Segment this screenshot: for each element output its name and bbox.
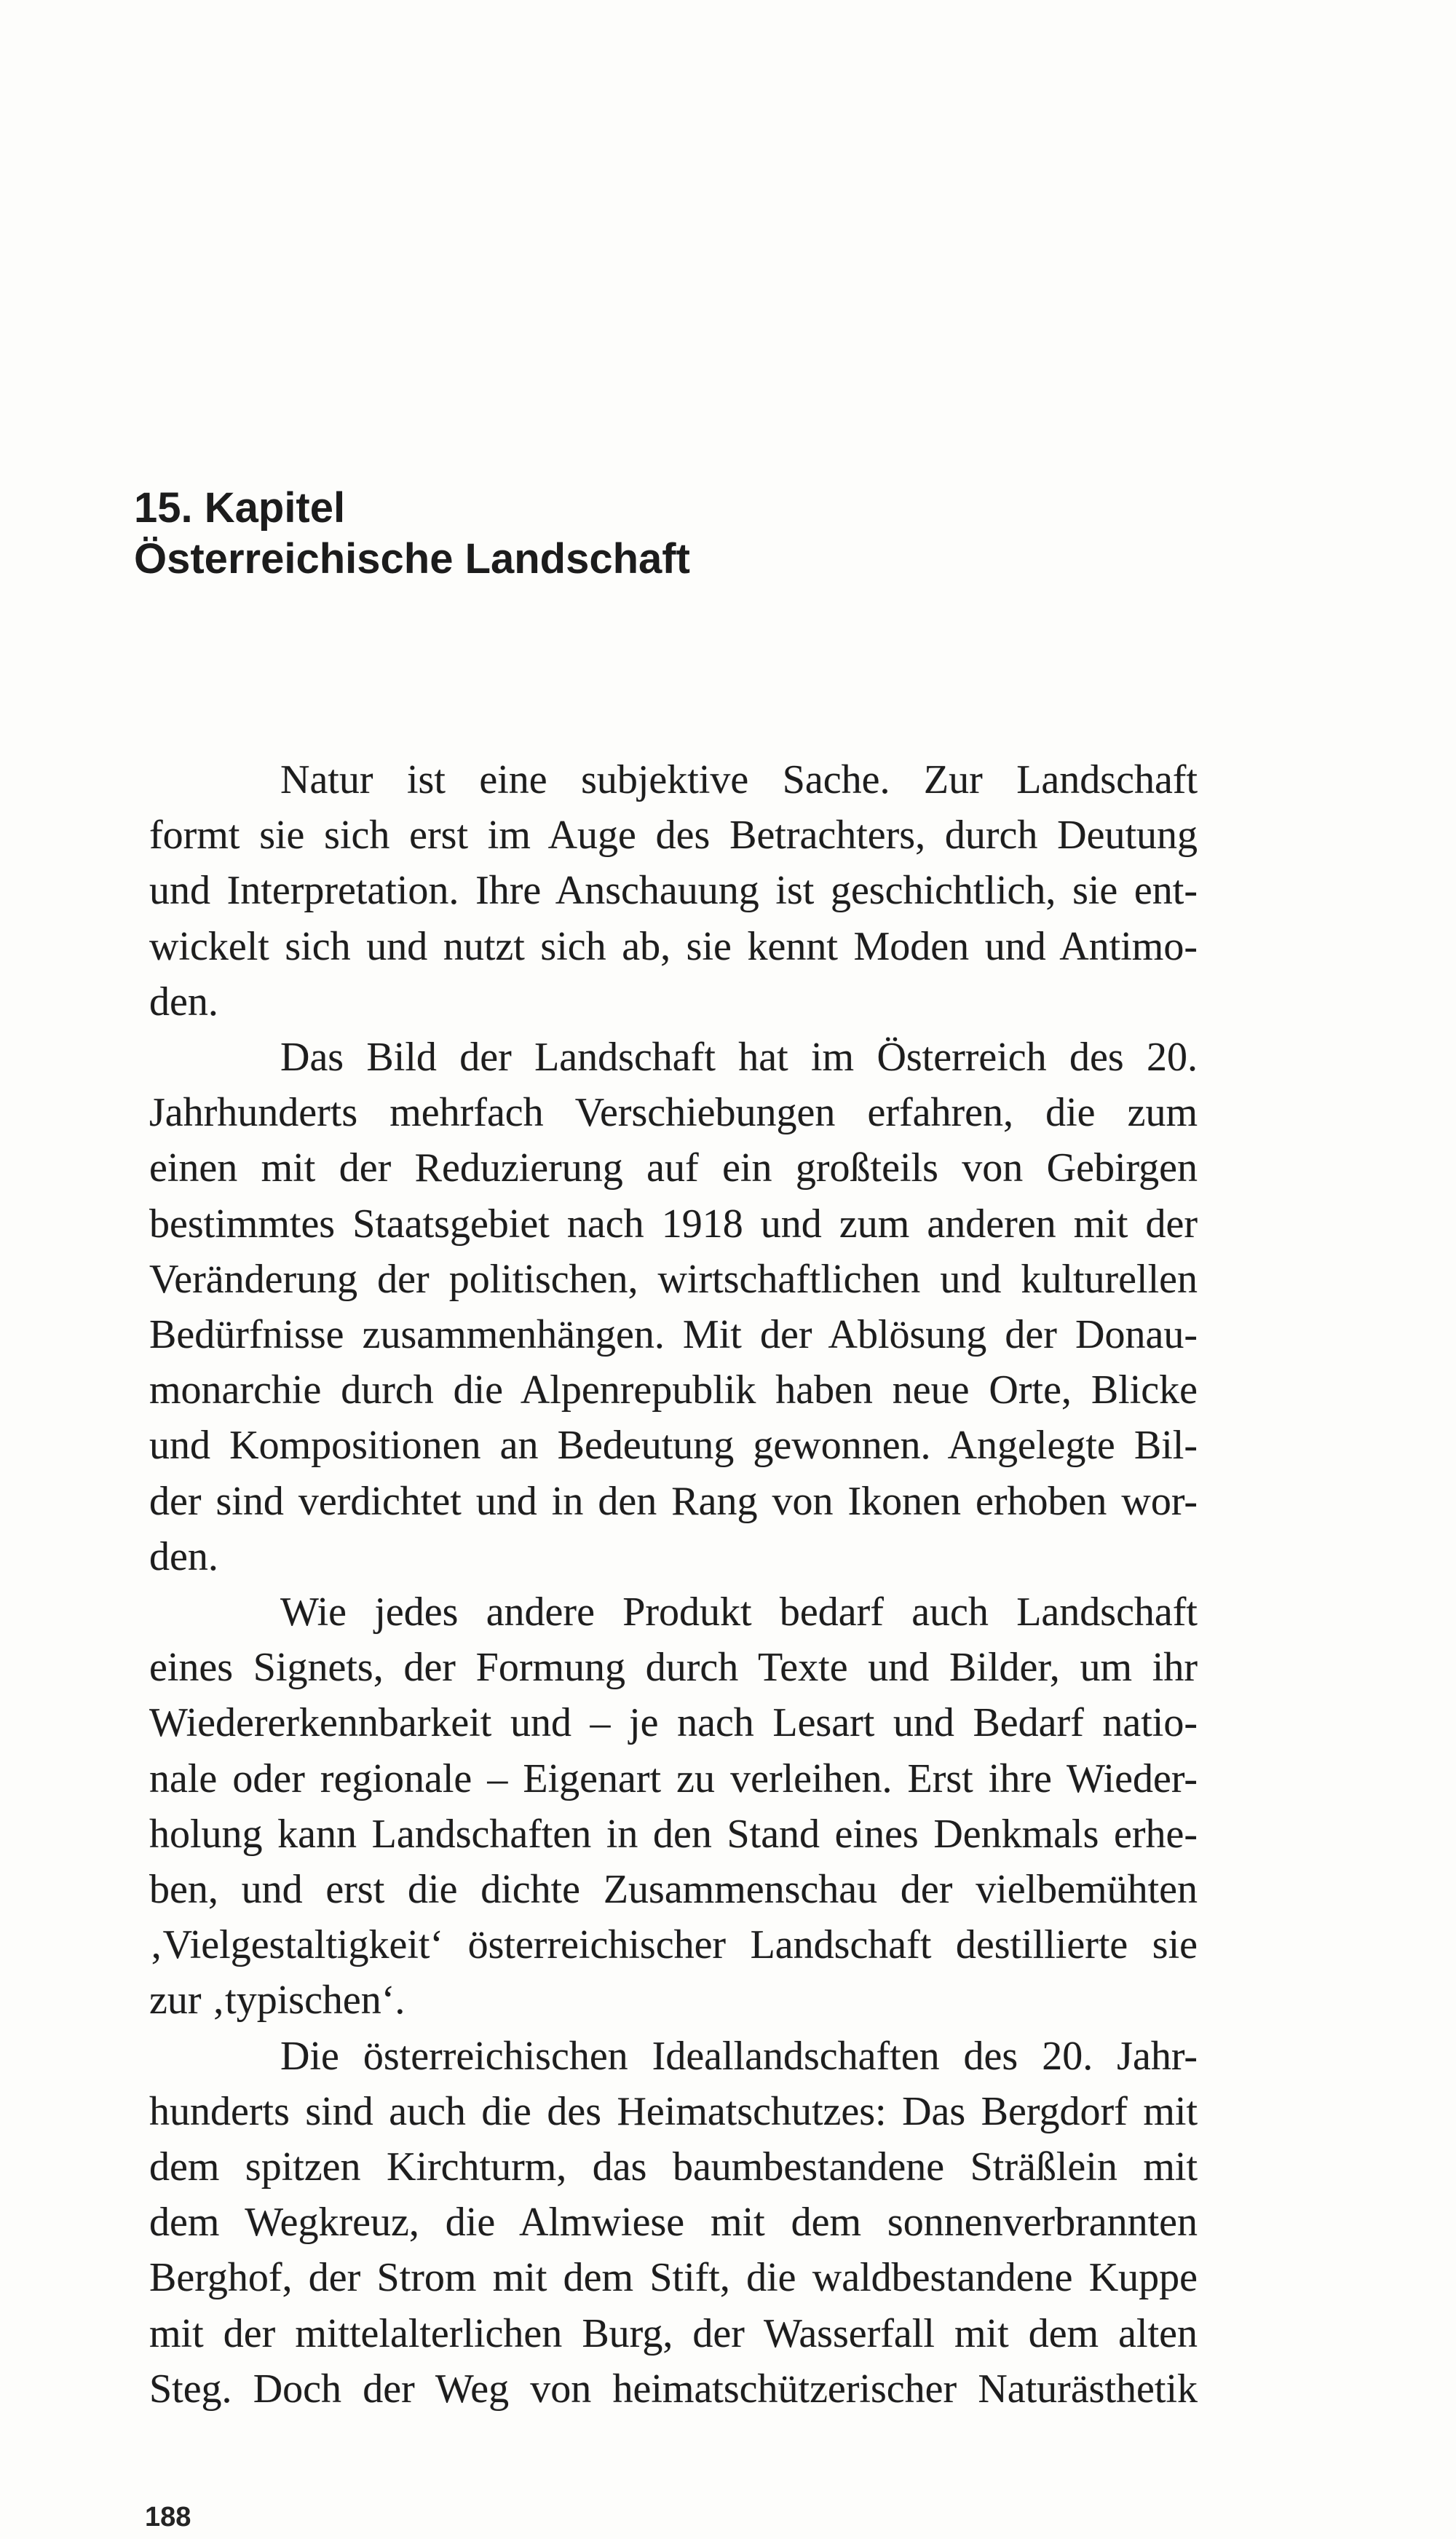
text-line: nale oder regionale – Eigenart zu verleihen. Erst ihre Wieder- — [149, 1756, 1198, 1801]
text-line: Die österreichischen Ideallandschaften des 20. Jahr- — [280, 2033, 1198, 2079]
text-line: Berghof, der Strom mit dem Stift, die waldbestandene Kuppe — [149, 2255, 1198, 2301]
text-line: eines Signets, der Formung durch Texte und Bilder, um ihr — [149, 1645, 1198, 1691]
paragraph-4 — [149, 2029, 1198, 2417]
text-line: Wiedererkennbarkeit und – je nach Lesart und Bedarf natio- — [149, 1700, 1198, 1746]
text-line: Steg. Doch der Weg von heimatschützerischer Naturästhetik — [149, 2366, 1198, 2412]
text-line: mit der mittelalterlichen Burg, der Wasserfall mit dem alten — [149, 2310, 1198, 2356]
text-line: Das Bild der Landschaft hat im Österreich des 20. — [280, 1035, 1198, 1081]
paragraph-3 — [149, 1584, 1198, 2029]
text-line: zur ‚typischen‘. — [149, 1978, 405, 2023]
text-line: Wie jedes andere Produkt bedarf auch Landschaft — [280, 1590, 1198, 1635]
text-line: Natur ist eine subjektive Sache. Zur Landschaft — [280, 757, 1198, 802]
text-line: der sind verdichtet und in den Rang von Ikonen erhoben wor- — [149, 1478, 1198, 1524]
text-line: und Kompositionen an Bedeutung gewonnen. Angelegte Bil- — [149, 1423, 1198, 1469]
text-line: ‚Vielgestaltigkeit‘ österreichischer Landschaft destillierte sie — [149, 1922, 1198, 1968]
text-line: Veränderung der politischen, wirtschaftlichen und kulturellen — [149, 1256, 1198, 1302]
text-line: holung kann Landschaften in den Stand eines Denkmals erhe- — [149, 1811, 1198, 1857]
text-line: bestimmtes Staatsgebiet nach 1918 und zum anderen mit der — [149, 1201, 1198, 1247]
chapter-number: 15. Kapitel — [134, 484, 346, 532]
text-line: hunderts sind auch die des Heimatschutzes: Das Bergdorf mit — [149, 2088, 1198, 2134]
paragraph-2 — [149, 1030, 1198, 1584]
text-line: einen mit der Reduzierung auf ein großteils von Gebirgen — [149, 1145, 1198, 1191]
text-line: monarchie durch die Alpenrepublik haben neue Orte, Blicke — [149, 1367, 1198, 1413]
page-number: 188 — [145, 2502, 191, 2532]
text-line: den. — [149, 1533, 218, 1579]
text-line: den. — [149, 979, 218, 1024]
text-line: Jahrhunderts mehrfach Verschiebungen erfahren, die zum — [149, 1090, 1198, 1136]
text-line: dem spitzen Kirchturm, das baumbestandene Sträßlein mit — [149, 2144, 1198, 2190]
text-line: Bedürfnisse zusammenhängen. Mit der Ablösung der Donau- — [149, 1312, 1198, 1358]
text-line: ben, und erst die dichte Zusammenschau der vielbemühten — [149, 1867, 1198, 1913]
text-line: formt sie sich erst im Auge des Betrachters, durch Deutung — [149, 813, 1198, 858]
paragraph-1 — [149, 752, 1198, 1030]
body-text — [149, 752, 1198, 2417]
page-footer — [145, 2503, 191, 2531]
chapter-heading — [134, 483, 690, 585]
text-line: dem Wegkreuz, die Almwiese mit dem sonnenverbrannten — [149, 2200, 1198, 2246]
chapter-title: Österreichische Landschaft — [134, 535, 690, 583]
text-line: wickelt sich und nutzt sich ab, sie kennt Moden und Antimo- — [149, 923, 1198, 969]
text-line: und Interpretation. Ihre Anschauung ist geschichtlich, sie ent- — [149, 868, 1198, 914]
